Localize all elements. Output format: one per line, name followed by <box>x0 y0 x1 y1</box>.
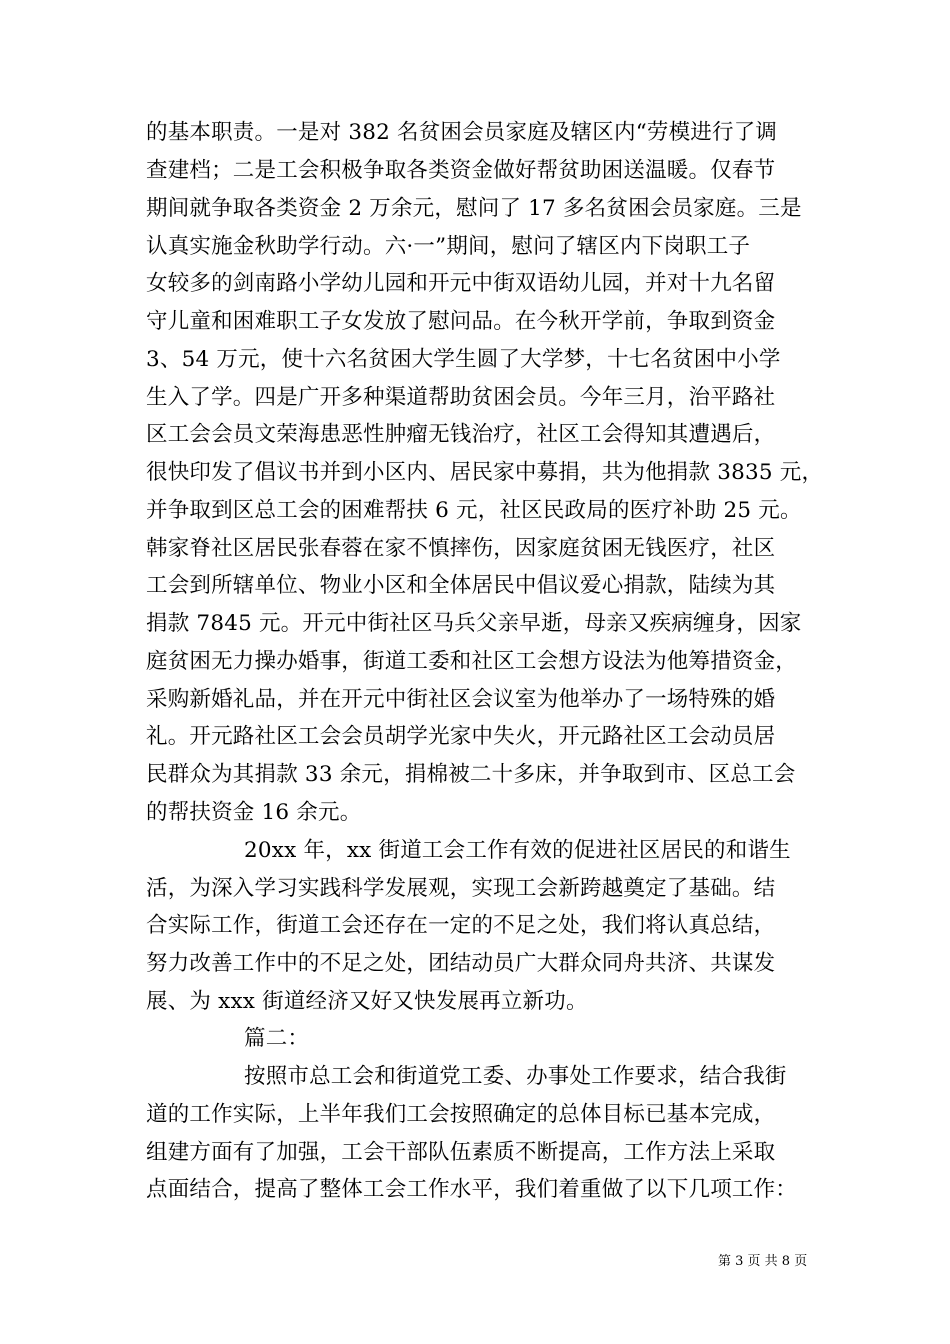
section-heading: 篇二： <box>244 1026 310 1051</box>
paragraph-line: 认真实施金秋助学行动。六·一”期间，慰问了辖区内下岗职工子 <box>146 234 751 259</box>
paragraph-line: 民群众为其捐款 33 余元，捐棉被二十多床，并争取到市、区总工会 <box>146 762 796 787</box>
paragraph-line: 生入了学。四是广开多种渠道帮助贫困会员。今年三月，治平路社 <box>146 385 776 410</box>
paragraph-line: 努力改善工作中的不足之处，团结动员广大群众同舟共济、共谋发 <box>146 951 776 976</box>
paragraph-line: 活，为深入学习实践科学发展观，实现工会新跨越奠定了基础。结 <box>146 876 776 901</box>
paragraph-line: 礼。开元路社区工会会员胡学光家中失火，开元路社区工会动员居 <box>146 724 776 749</box>
paragraph-line: 工会到所辖单位、物业小区和全体居民中倡议爱心捐款，陆续为其 <box>146 573 776 598</box>
paragraph-line: 点面结合，提高了整体工会工作水平，我们着重做了以下几项工作： <box>146 1177 798 1202</box>
paragraph-line: 并争取到区总工会的困难帮扶 6 元，社区民政局的医疗补助 25 元。 <box>146 498 802 523</box>
page-number-footer: 第 3 页 共 8 页 <box>718 1254 808 1269</box>
paragraph-line: 采购新婚礼品，并在开元中街社区会议室为他举办了一场特殊的婚 <box>146 687 776 712</box>
paragraph-line: 很快印发了倡议书并到小区内、居民家中募捐，共为他捐款 3835 元， <box>146 460 824 485</box>
paragraph-line: 韩家脊社区居民张春蓉在家不慎摔伤，因家庭贫困无钱医疗，社区 <box>146 536 776 561</box>
paragraph-line: 组建方面有了加强，工会干部队伍素质不断提高，工作方法上采取 <box>146 1140 776 1165</box>
paragraph-line: 道的工作实际，上半年我们工会按照确定的总体目标已基本完成， <box>146 1102 776 1127</box>
paragraph-line: 按照市总工会和街道党工委、办事处工作要求，结合我街 <box>244 1064 787 1089</box>
paragraph-line: 3、54 万元，使十六名贫困大学生圆了大学梦，十七名贫困中小学 <box>146 347 781 372</box>
paragraph-line: 20xx 年，xx 街道工会工作有效的促进社区居民的和谐生 <box>244 838 791 863</box>
paragraph-line: 捐款 7845 元。开元中街社区马兵父亲早逝，母亲又疾病缠身，因家 <box>146 611 802 636</box>
paragraph-line: 期间就争取各类资金 2 万余元，慰问了 17 多名贫困会员家庭。三是 <box>146 196 802 221</box>
paragraph-line: 查建档；二是工会积极争取各类资金做好帮贫助困送温暖。仅春节 <box>146 158 776 183</box>
paragraph-line: 的基本职责。一是对 382 名贫困会员家庭及辖区内“劳模进行了调 <box>146 120 778 145</box>
paragraph-line: 庭贫困无力操办婚事，街道工委和社区工会想方设法为他筹措资金， <box>146 649 798 674</box>
paragraph-line: 区工会会员文荣海患恶性肿瘤无钱治疗，社区工会得知其遭遇后， <box>146 422 776 447</box>
paragraph-line: 守儿童和困难职工子女发放了慰问品。在今秋开学前，争取到资金 <box>146 309 776 334</box>
paragraph-line: 展、为 xxx 街道经济又好又快发展再立新功。 <box>146 989 588 1014</box>
paragraph-line: 的帮扶资金 16 余元。 <box>146 800 362 825</box>
paragraph-line: 合实际工作，街道工会还存在一定的不足之处，我们将认真总结， <box>146 913 776 938</box>
paragraph-line: 女较多的剑南路小学幼儿园和开元中街双语幼儿园，并对十九名留 <box>146 271 776 296</box>
